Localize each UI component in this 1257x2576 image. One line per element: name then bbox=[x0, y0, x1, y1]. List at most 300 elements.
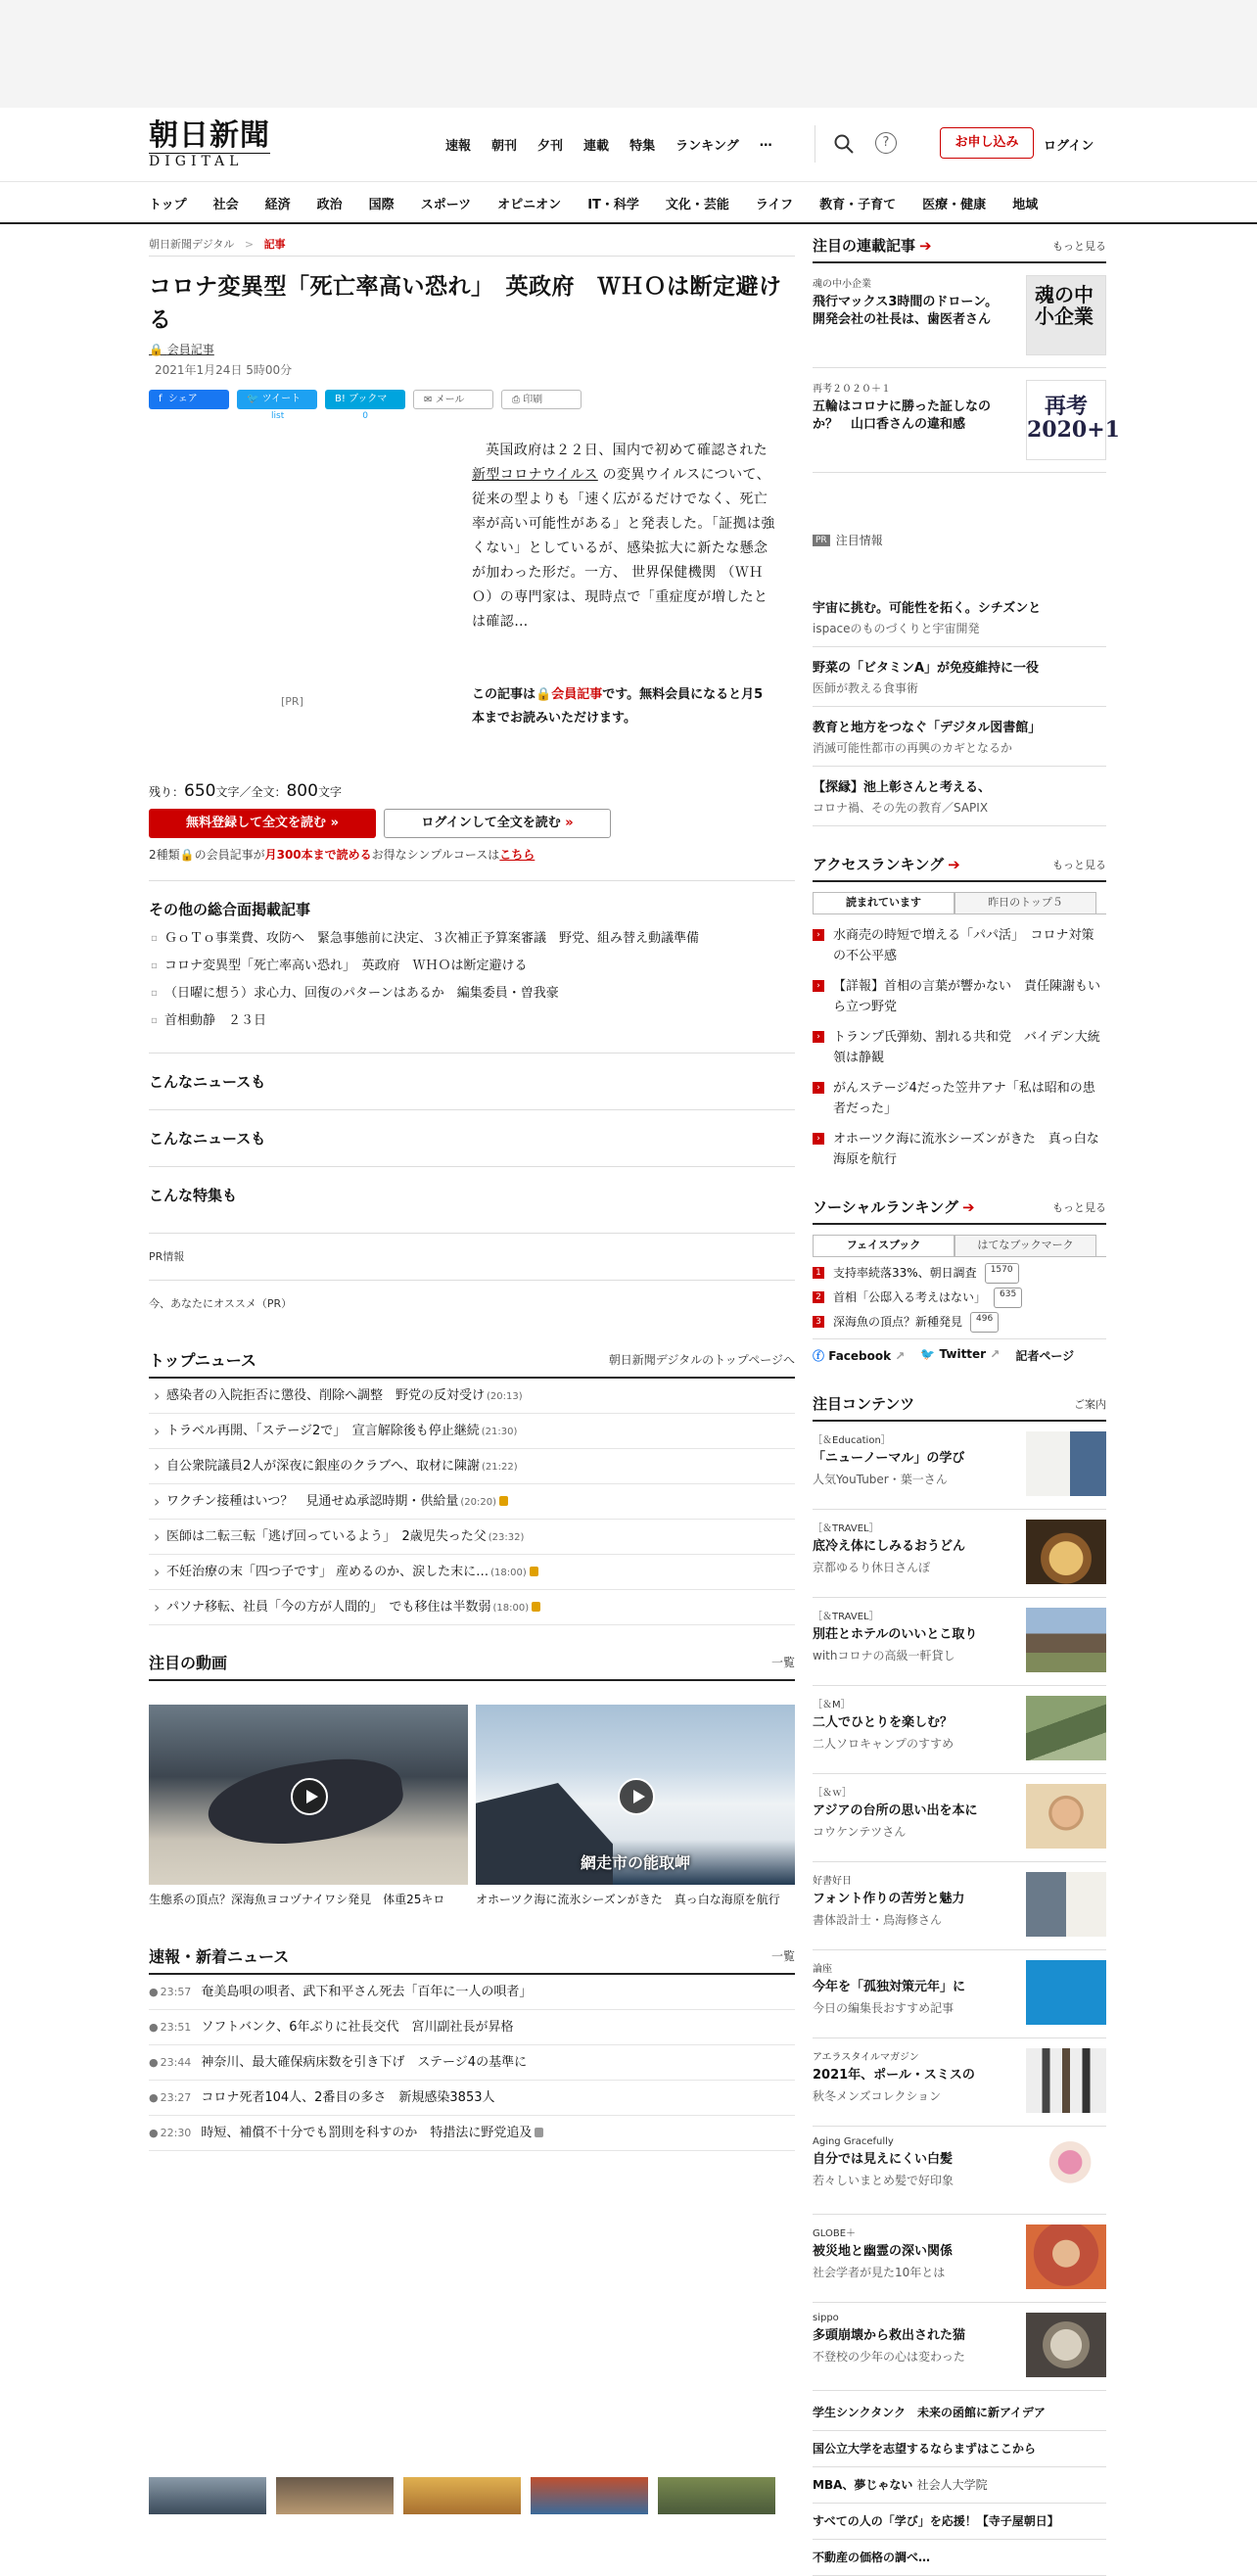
list-item[interactable]: ▫ ＧｏＴｏ事業費、攻防へ 緊急事態前に決定、３次補正予算案審議 野党、組み替え動議準備 bbox=[149, 925, 795, 953]
news-item-text: 時短、補償不十分でも罰則を科すのか 特措法に野党追及 bbox=[201, 2126, 533, 2140]
content-item[interactable] bbox=[813, 1422, 1106, 1510]
pr-item[interactable] bbox=[813, 767, 1106, 826]
cat-top[interactable]: トップ bbox=[149, 198, 187, 212]
facebook-share-button[interactable] bbox=[149, 390, 229, 409]
content-category: ［＆TRAVEL］ bbox=[813, 1523, 879, 1534]
content-sub: 二人ソロキャンプのすすめ bbox=[813, 1737, 954, 1751]
cat-life[interactable]: ライフ bbox=[755, 198, 794, 212]
content-category: ［＆TRAVEL］ bbox=[813, 1612, 879, 1622]
pr-item-sub: ispaceのものづくりと宇宙開発 bbox=[813, 622, 980, 635]
content-sub: 今日の編集長おすすめ記事 bbox=[813, 2001, 954, 2015]
breadcrumb-current: 記事 bbox=[263, 238, 286, 251]
top-news-list bbox=[149, 1379, 795, 1625]
promo-link[interactable] bbox=[813, 2431, 1106, 2467]
total-num: 800 bbox=[286, 781, 318, 801]
news-item[interactable] bbox=[149, 2116, 795, 2151]
locked-text-2: です。無料会員になると月5本までお読みいただけます。 bbox=[472, 687, 764, 726]
twitter-count[interactable]: list bbox=[271, 411, 285, 421]
cat-politics[interactable]: 政治 bbox=[316, 198, 343, 212]
cat-international[interactable]: 国際 bbox=[368, 198, 395, 212]
content-title: 2021年、ポール・スミスの bbox=[813, 2068, 975, 2083]
content-sub: 社会学者が見た10年とは bbox=[813, 2266, 946, 2279]
share-count-badge: 496 bbox=[970, 1312, 999, 1333]
series-title bbox=[813, 235, 932, 256]
nav-rensai[interactable]: 連載 bbox=[583, 139, 610, 154]
news-item[interactable] bbox=[149, 1975, 795, 2010]
news-item[interactable] bbox=[149, 1379, 795, 1414]
content-thumbnail[interactable] bbox=[1026, 1520, 1106, 1584]
course-text-3: お得なシンプルコースは bbox=[371, 848, 500, 862]
twitter-link[interactable] bbox=[920, 1347, 1000, 1364]
sidebar bbox=[813, 235, 1120, 2576]
promo-link-sub: 社会人大学院 bbox=[916, 2478, 988, 2492]
chevron-right-icon: » bbox=[565, 816, 574, 830]
hatena-count[interactable]: 0 bbox=[362, 411, 368, 421]
content-title: 底冷え体にしみるおうどん bbox=[813, 1539, 966, 1554]
content-item[interactable] bbox=[813, 2127, 1106, 2215]
news-item[interactable] bbox=[149, 1484, 795, 1520]
news-item-time: (18:00) bbox=[490, 1568, 527, 1578]
series-item-category: 再考２０２０＋１ bbox=[813, 384, 891, 395]
main-column bbox=[149, 235, 795, 2151]
facebook-icon: f bbox=[159, 394, 163, 404]
social-ranking-title bbox=[813, 1196, 975, 1217]
reporter-page-link[interactable]: 記者ページ bbox=[1015, 1349, 1075, 1363]
chevron-right-icon: » bbox=[330, 816, 339, 830]
content-sub: 京都ゆるり休日さんぽ bbox=[813, 1561, 931, 1574]
category-nav bbox=[0, 181, 1257, 224]
content-sub: 秋冬メンズコレクション bbox=[813, 2089, 942, 2103]
pr-ad-slot[interactable] bbox=[149, 439, 442, 732]
ranking-item-text: オホーツク海に流氷シーズンがきた 真っ白な海原を航行 bbox=[833, 1132, 1099, 1167]
clock-icon-time: ● 22:30 bbox=[149, 2127, 191, 2139]
access-ranking-list bbox=[813, 920, 1106, 1175]
arrow-right-icon: ➔ bbox=[961, 1198, 975, 1216]
content-category: 好書好日 bbox=[813, 1876, 852, 1887]
contents-more-link[interactable]: ご案内 bbox=[1074, 1397, 1106, 1411]
course-notice bbox=[149, 846, 795, 881]
series-thumbnail[interactable]: 再考 2020+1 bbox=[1026, 380, 1106, 460]
lock-icon bbox=[530, 1567, 538, 1576]
content-thumbnail[interactable] bbox=[1026, 2136, 1106, 2201]
content-thumbnail[interactable] bbox=[1026, 2048, 1106, 2113]
news-item-text: パソナ移転、社員「今の方が人間的」 でも移住は半数弱 bbox=[166, 1600, 491, 1615]
login-read-label: ログインして全文を読む bbox=[421, 816, 561, 830]
cat-education[interactable]: 教育・子育て bbox=[819, 198, 897, 212]
promo-link-text: すべての人の「学び」を応援！【寺子屋朝日】 bbox=[813, 2514, 1059, 2528]
chevron-right-icon: › bbox=[813, 1031, 824, 1043]
content-category: sippo bbox=[813, 2313, 839, 2323]
promo-link[interactable] bbox=[813, 2395, 1106, 2431]
course-emphasis: 月300本まで読める bbox=[264, 848, 372, 862]
video-overlay-text: 網走市の能取岬 bbox=[580, 1853, 690, 1872]
bottom-thumbnail[interactable] bbox=[403, 2477, 521, 2514]
top-ad-bar bbox=[0, 0, 1257, 108]
series-item[interactable] bbox=[813, 368, 1120, 473]
flash-news-title: 速報・新着ニュース bbox=[149, 1947, 290, 1966]
print-label: 印刷 bbox=[523, 395, 543, 405]
news-item-text: ソフトバンク、6年ぶりに社長交代 宮川副社長が昇格 bbox=[201, 2020, 514, 2035]
news-block-heading: こんなニュースも bbox=[149, 1109, 795, 1166]
member-label-text: 会員記事 bbox=[166, 343, 214, 356]
clock-icon-time: ● 23:44 bbox=[149, 2056, 191, 2069]
news-item-text: 医師は二転三転「逃げ回っているよう」 2歳児失った父 bbox=[166, 1529, 487, 1544]
mail-share-button[interactable] bbox=[413, 390, 493, 409]
logo-sub: DIGITAL bbox=[149, 153, 270, 169]
cat-society[interactable]: 社会 bbox=[212, 198, 239, 212]
access-ranking-title-text: アクセスランキング bbox=[813, 856, 945, 873]
content-category: ［＆M］ bbox=[813, 1700, 851, 1710]
content-thumbnail[interactable] bbox=[1026, 2313, 1106, 2377]
lock-icon bbox=[535, 2128, 543, 2137]
news-item-text: 不妊治療の末「四つ子です」 産めるのか、涙した末に… bbox=[166, 1565, 489, 1579]
cat-region[interactable]: 地域 bbox=[1012, 198, 1039, 212]
remain-label: 残り： bbox=[149, 785, 185, 799]
twitter-share-button[interactable] bbox=[237, 390, 317, 409]
ranking-item[interactable] bbox=[813, 920, 1106, 971]
news-item-text: 自公衆院議員2人が深夜に銀座のクラブへ、取材に陳謝 bbox=[166, 1459, 481, 1474]
pr-list bbox=[813, 587, 1106, 826]
content-sub: withコロナの高級一軒貸し bbox=[813, 1649, 955, 1663]
lock-icon: 🔒 bbox=[179, 848, 195, 862]
ranking-item[interactable] bbox=[813, 971, 1106, 1022]
nav-choukan[interactable]: 朝刊 bbox=[491, 139, 518, 154]
social-ranking-header bbox=[813, 1196, 1106, 1225]
ranking-item-text: がんステージ4だった笠井アナ「私は昭和の患者だった」 bbox=[833, 1081, 1095, 1116]
content-thumbnail[interactable] bbox=[1026, 1784, 1106, 1849]
content-item[interactable] bbox=[813, 2215, 1106, 2303]
news-item[interactable] bbox=[149, 1449, 795, 1484]
news-item[interactable] bbox=[149, 2045, 795, 2081]
top-news-header bbox=[149, 1348, 795, 1379]
video-caption: オホーツク海に流氷シーズンがきた 真っ白な海原を航行 bbox=[476, 1893, 780, 1906]
lock-icon bbox=[499, 1496, 508, 1506]
ranking-item[interactable] bbox=[813, 1073, 1106, 1124]
ranking-item-text: 深海魚の頂点？新種発見 bbox=[833, 1315, 963, 1329]
promo-link-text: 不動産の価格の調べ… bbox=[813, 2551, 931, 2564]
content-title: アジアの台所の思い出を本に bbox=[813, 1803, 978, 1818]
video-list bbox=[149, 1705, 795, 1909]
content-title: 二人でひとりを楽しむ？ bbox=[813, 1715, 954, 1730]
nav-ranking[interactable]: ランキング bbox=[675, 139, 739, 154]
news-item-text: コロナ死者104人、2番目の多さ 新規感染3853人 bbox=[201, 2090, 495, 2105]
promo-link-text: MBA、夢じゃない bbox=[813, 2478, 913, 2492]
print-icon: ⎙ bbox=[512, 395, 520, 405]
site-header bbox=[0, 108, 1257, 181]
lock-icon: 🔒 bbox=[535, 687, 552, 702]
clock-icon-time: ● 23:51 bbox=[149, 2021, 191, 2034]
news-item[interactable] bbox=[149, 2081, 795, 2116]
promo-link-text: 国公立大学を志望するならまずはここから bbox=[813, 2442, 1037, 2456]
lock-icon: 🔒 bbox=[149, 343, 163, 356]
hatena-bookmark-label: ブックマーク bbox=[335, 394, 388, 424]
news-item-time: (23:32) bbox=[488, 1532, 525, 1543]
rank-number: 1 bbox=[813, 1267, 824, 1279]
register-read-button[interactable] bbox=[149, 809, 376, 838]
ranking-item[interactable] bbox=[813, 1022, 1106, 1073]
news-item-time: (20:20) bbox=[460, 1497, 496, 1508]
content-category: ［＆ｗ］ bbox=[813, 1788, 852, 1799]
pr-item-title: 【探縁】池上彰さんと考える、 bbox=[813, 780, 992, 795]
news-item-text: 奄美島唄の唄者、武下和平さん死去「百年に一人の唄者」 bbox=[201, 1985, 533, 1999]
recommend-heading: 今、あなたにオススメ（PR） bbox=[149, 1280, 795, 1327]
news-item-time: (21:22) bbox=[482, 1462, 518, 1473]
article-title: コロナ変異型「死亡率高い恐れ」 英政府 ＷＨＯは断定避ける bbox=[149, 273, 782, 333]
topic-link[interactable]: 新型コロナウイルス bbox=[472, 467, 598, 483]
cat-opinion[interactable]: オピニオン bbox=[497, 198, 562, 212]
chevron-right-icon: › bbox=[813, 1133, 824, 1145]
news-item-time: (18:00) bbox=[492, 1603, 530, 1614]
pr-badge: PR bbox=[813, 535, 830, 546]
article-lead bbox=[472, 439, 775, 634]
social-ranking-tabs bbox=[813, 1235, 1106, 1257]
series-more-link[interactable]: もっと見る bbox=[1052, 239, 1106, 253]
hatena-icon: B! bbox=[335, 394, 346, 404]
breadcrumb-home[interactable]: 朝日新聞デジタル bbox=[149, 238, 235, 251]
share-count-badge: 635 bbox=[994, 1288, 1022, 1308]
rank-number: 2 bbox=[813, 1291, 824, 1303]
content-title: 「ニューノーマル」の学び bbox=[813, 1451, 965, 1466]
content-thumbnail[interactable] bbox=[1026, 1872, 1106, 1937]
news-block-heading: こんなニュースも bbox=[149, 1053, 795, 1109]
access-ranking-more-link[interactable]: もっと見る bbox=[1052, 858, 1106, 871]
series-title-text: 注目の連載記事 bbox=[813, 237, 916, 255]
content-item[interactable] bbox=[813, 1950, 1106, 2038]
chevron-right-icon: › bbox=[813, 929, 824, 941]
read-full-buttons bbox=[149, 809, 795, 838]
content-category: Aging Gracefully bbox=[813, 2136, 894, 2147]
flash-news-list bbox=[149, 1975, 795, 2151]
nav-sokuho[interactable]: 速報 bbox=[445, 139, 472, 154]
social-ranking-list bbox=[813, 1261, 1106, 1335]
pr-item-sub: コロナ禍、その先の教育／SAPIX bbox=[813, 801, 989, 815]
social-links bbox=[813, 1338, 1106, 1364]
clock-icon-time: ● 23:57 bbox=[149, 1986, 191, 1998]
video-thumbnail[interactable] bbox=[149, 1705, 468, 1885]
help-icon[interactable]: ? bbox=[875, 132, 897, 154]
pr-heading-text: 注目情報 bbox=[835, 534, 883, 547]
more-menu-icon[interactable]: … bbox=[759, 135, 772, 150]
promo-links bbox=[813, 2395, 1106, 2576]
cat-health[interactable]: 医療・健康 bbox=[922, 198, 987, 212]
content-title: 多頭崩壊から救出された猫 bbox=[813, 2328, 966, 2343]
content-item[interactable] bbox=[813, 1598, 1106, 1686]
article-body-part1: 英国政府は２２日、国内で初めて確認された bbox=[486, 443, 768, 458]
tab-most-read[interactable]: 読まれています bbox=[813, 892, 954, 913]
chevron-right-icon: › bbox=[813, 980, 824, 992]
bottom-thumbnail[interactable] bbox=[149, 2477, 266, 2514]
access-ranking-tabs bbox=[813, 892, 1106, 914]
content-item[interactable] bbox=[813, 2038, 1106, 2127]
tab-facebook[interactable]: フェイスブック bbox=[813, 1235, 954, 1256]
pr-item-sub: 消滅可能性都市の再興のカギとなるか bbox=[813, 741, 1013, 755]
ranking-item-text: トランプ氏弾劾、割れる共和党 バイデン大統領は静観 bbox=[833, 1030, 1100, 1065]
login-read-button[interactable] bbox=[384, 809, 611, 838]
bottom-thumbnail[interactable] bbox=[531, 2477, 648, 2514]
pr-info-heading: PR情報 bbox=[149, 1233, 795, 1280]
apply-button[interactable]: お申し込み bbox=[940, 127, 1034, 159]
news-item-time: (21:30) bbox=[481, 1427, 518, 1437]
chevron-right-icon: › bbox=[813, 1082, 824, 1094]
news-item[interactable] bbox=[149, 1520, 795, 1555]
video-thumbnail[interactable] bbox=[476, 1705, 795, 1885]
videos-title: 注目の動画 bbox=[149, 1654, 228, 1672]
news-item[interactable] bbox=[149, 1555, 795, 1590]
content-item[interactable] bbox=[813, 1510, 1106, 1598]
content-item[interactable] bbox=[813, 1686, 1106, 1774]
content-thumbnail[interactable] bbox=[1026, 1696, 1106, 1760]
article-date: 2021年1月24日 5時00分 bbox=[155, 363, 293, 377]
ranking-item[interactable] bbox=[813, 1310, 1106, 1335]
nav-yukan[interactable]: 夕刊 bbox=[537, 139, 564, 154]
promo-link[interactable] bbox=[813, 2467, 1106, 2504]
news-item-text: ワクチン接種はいつ？ 見通せぬ承認時期・供給量 bbox=[166, 1494, 459, 1509]
twitter-icon: 🐦 bbox=[920, 1347, 936, 1361]
series-item-title: 飛行マックス3時間のドローン。開発会社の社長は、歯医者さん bbox=[813, 295, 999, 327]
access-ranking-header bbox=[813, 854, 1106, 882]
pr-item[interactable] bbox=[813, 647, 1106, 707]
content-category: アエラスタイルマガジン bbox=[813, 2052, 919, 2063]
pr-item-title: 野菜の「ビタミンA」が免疫維持に一役 bbox=[813, 661, 1040, 676]
cat-economy[interactable]: 経済 bbox=[264, 198, 291, 212]
ranking-item-text: 支持率続落33%、朝日調査 bbox=[833, 1266, 977, 1280]
play-icon[interactable] bbox=[291, 1778, 328, 1815]
content-sub: 若々しいまとめ髪で好印象 bbox=[813, 2174, 954, 2187]
facebook-share-label: シェア bbox=[167, 394, 198, 404]
content-thumbnail[interactable] bbox=[1026, 1960, 1106, 2025]
content-title: 自分では見えにくい白髪 bbox=[813, 2152, 954, 2167]
bottom-thumbnail[interactable] bbox=[658, 2477, 775, 2514]
promo-link[interactable] bbox=[813, 2504, 1106, 2540]
content-thumbnail[interactable] bbox=[1026, 1431, 1106, 1496]
video-card[interactable] bbox=[149, 1705, 468, 1909]
member-label[interactable] bbox=[149, 341, 795, 357]
video-caption: 生態系の頂点？深海魚ヨコヅナイワシ発見 体重25キロ bbox=[149, 1893, 445, 1906]
logo-main: 朝日新聞 bbox=[149, 118, 270, 153]
list-item[interactable]: ▫ （日曜に想う）求心力、回復のパターンはあるか 編集委員・曽我豪 bbox=[149, 980, 795, 1007]
mail-share-label: メール bbox=[435, 395, 465, 405]
remaining-chars bbox=[149, 781, 795, 801]
ranking-item[interactable] bbox=[813, 1124, 1106, 1175]
ranking-item[interactable] bbox=[813, 1286, 1106, 1310]
clock-icon-time: ● 23:27 bbox=[149, 2091, 191, 2104]
news-item-text: トラベル再開、「ステージ2で」 宣言解除後も停止継続 bbox=[166, 1424, 480, 1438]
list-item[interactable]: ▫ コロナ変異型「死亡率高い恐れ」 英政府 ＷＨＯは断定避ける bbox=[149, 953, 795, 980]
top-news-more-link[interactable]: 朝日新聞デジタルのトップページへ bbox=[608, 1353, 795, 1367]
arrow-right-icon: ➔ bbox=[948, 856, 960, 873]
content-category: 論座 bbox=[813, 1964, 832, 1975]
ranking-item[interactable] bbox=[813, 1261, 1106, 1286]
hatena-bookmark-button[interactable] bbox=[325, 390, 405, 424]
facebook-link[interactable] bbox=[813, 1347, 905, 1364]
pr-item[interactable] bbox=[813, 587, 1106, 647]
asahi-logo[interactable] bbox=[149, 119, 276, 173]
tab-hatena[interactable]: はてなブックマーク bbox=[954, 1235, 1096, 1256]
search-icon[interactable] bbox=[833, 133, 855, 155]
pr-heading bbox=[813, 532, 1106, 548]
social-ranking-more-link[interactable]: もっと見る bbox=[1052, 1200, 1106, 1214]
remain-mid: 文字／全文： bbox=[215, 785, 287, 799]
remain-unit: 文字 bbox=[317, 785, 342, 799]
play-icon[interactable] bbox=[618, 1778, 655, 1815]
content-item[interactable] bbox=[813, 1774, 1106, 1862]
other-articles-list bbox=[149, 925, 795, 1035]
content-thumbnail[interactable] bbox=[1026, 2225, 1106, 2289]
cat-culture[interactable]: 文化・芸能 bbox=[665, 198, 729, 212]
locked-member-label[interactable]: 会員記事 bbox=[551, 687, 603, 702]
ranking-item-text: 首相「公邸入る考えはない」 bbox=[833, 1290, 987, 1304]
login-link[interactable]: ログイン bbox=[1044, 139, 1094, 154]
cat-it-science[interactable]: IT・科学 bbox=[587, 198, 639, 212]
tab-yesterday-top5[interactable]: 昨日のトップ５ bbox=[954, 892, 1096, 913]
other-articles-heading: その他の総合面掲載記事 bbox=[149, 901, 311, 918]
share-count-badge: 1570 bbox=[985, 1263, 1019, 1284]
video-card[interactable] bbox=[476, 1705, 795, 1909]
flash-news-more-link[interactable]: 一覧 bbox=[770, 1949, 795, 1963]
news-item[interactable] bbox=[149, 1414, 795, 1449]
content-category: ［＆Education］ bbox=[813, 1435, 891, 1446]
ranking-item-text: 水商売の時短で増える「パパ活」 コロナ対策の不公平感 bbox=[833, 928, 1094, 963]
pr-item-sub: 医師が教える食事術 bbox=[813, 681, 919, 695]
pr-item-title: 宇宙に挑む。可能性を拓く。シチズンと bbox=[813, 601, 1042, 616]
bottom-thumbnail[interactable] bbox=[276, 2477, 394, 2514]
external-link-icon: ↗ bbox=[895, 1349, 906, 1363]
nav-tokushu[interactable]: 特集 bbox=[629, 139, 656, 154]
series-item[interactable] bbox=[813, 263, 1106, 368]
locked-text-1: この記事は bbox=[472, 687, 536, 702]
content-sub: 不登校の少年の心は変わった bbox=[813, 2350, 965, 2364]
cat-sports[interactable]: スポーツ bbox=[420, 198, 472, 212]
news-item-time: (20:13) bbox=[487, 1391, 523, 1402]
content-title: 今年を「孤独対策元年」に bbox=[813, 1980, 966, 1994]
twitter-share-label: ツイート bbox=[261, 394, 302, 404]
videos-more-link[interactable]: 一覧 bbox=[770, 1656, 795, 1669]
social-ranking-title-text: ソーシャルランキング bbox=[813, 1198, 958, 1216]
news-item[interactable] bbox=[149, 2010, 795, 2045]
news-item[interactable] bbox=[149, 1590, 795, 1625]
content-title: 被災地と幽霊の深い関係 bbox=[813, 2244, 954, 2259]
breadcrumb-separator: > bbox=[244, 238, 255, 251]
course-text-2: の会員記事が bbox=[194, 848, 265, 862]
content-item[interactable] bbox=[813, 1862, 1106, 1950]
recommend-blocks bbox=[149, 1053, 795, 1327]
header-nav bbox=[445, 135, 793, 154]
series-item-title: 五輪はコロナに勝った証しなのか？ 山口香さんの違和感 bbox=[813, 399, 992, 432]
course-text-1: 2種類 bbox=[149, 848, 180, 862]
twitter-link-label: Twitter bbox=[939, 1347, 987, 1361]
lock-icon bbox=[532, 1602, 540, 1612]
list-item[interactable]: ▫ 首相動静 ２３日 bbox=[149, 1007, 795, 1035]
ranking-item-text: 【詳報】首相の言葉が響かない 責任陳謝もいら立つ野党 bbox=[833, 979, 1101, 1014]
pr-item[interactable] bbox=[813, 707, 1106, 767]
news-item-text: 感染者の入院拒否に懲役、削除へ調整 野党の反対受け bbox=[166, 1388, 486, 1403]
breadcrumb bbox=[149, 235, 795, 257]
content-sub: 書体設計士・鳥海修さん bbox=[813, 1913, 943, 1927]
course-link[interactable]: こちら bbox=[499, 848, 535, 862]
content-thumbnail[interactable] bbox=[1026, 1608, 1106, 1672]
videos-header bbox=[149, 1651, 795, 1681]
promo-link[interactable] bbox=[813, 2540, 1106, 2576]
series-thumbnail[interactable]: 魂の中小企業 bbox=[1026, 275, 1106, 355]
member-only-notice bbox=[472, 683, 775, 730]
print-button[interactable] bbox=[501, 390, 582, 409]
article-body bbox=[149, 439, 795, 772]
access-ranking-title bbox=[813, 854, 960, 874]
content-item[interactable] bbox=[813, 2303, 1106, 2391]
mail-icon: ✉ bbox=[424, 395, 433, 405]
series-item-category: 魂の中小企業 bbox=[813, 279, 871, 290]
pr-item-title: 教育と地方をつなぐ「デジタル図書館」 bbox=[813, 721, 1042, 735]
